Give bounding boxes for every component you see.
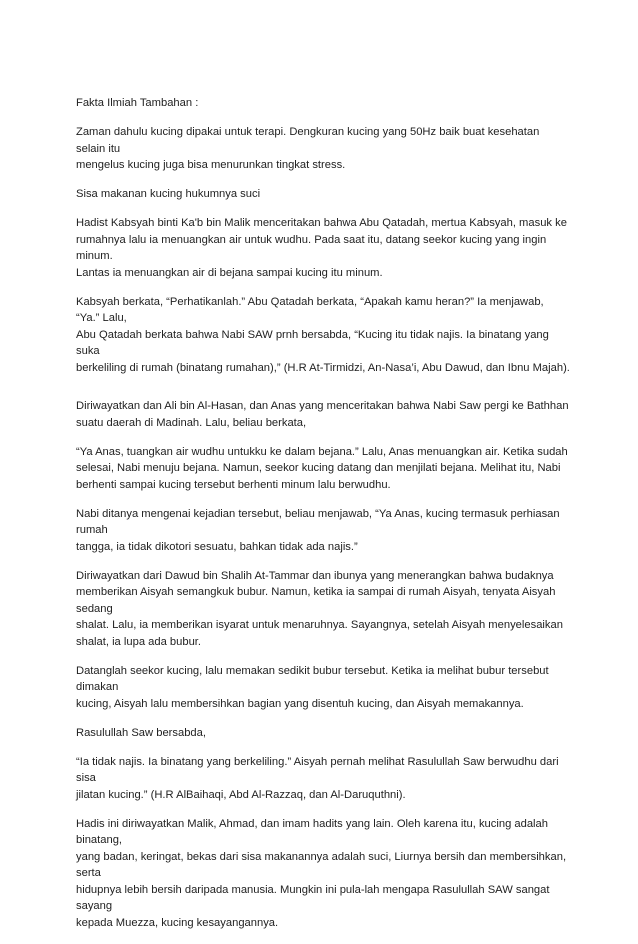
paragraph-tidak-najis: “Ia tidak najis. Ia binatang yang berkeliling.” Aisyah pernah melihat Rasulullah Saw berwudhu dari sisa jilatan kucing.” (H.R AlBaihaqi, Abd Al-Razzaq, dan Al-Daruquthni). [76,755,559,801]
paragraph-seekor-kucing-bubur: Datanglah seekor kucing, lalu memakan sedikit bubur tersebut. Ketika ia melihat bubur tersebut dimakan kucing, Aisyah lalu membersihkan bagian yang disentuh kucing, dan Aisyah memakannya. [76,664,549,710]
document-body [76,95,570,944]
section-heading-sisa-makanan: Sisa makanan kucing hukumnya suci [76,188,261,200]
paragraph-nabi-ditanya: Nabi ditanya mengenai kejadian tersebut, beliau menjawab, “Ya Anas, kucing termasuk perhiasan rumah tangga, ia tidak dikotori sesuatu, bahkan tidak ada najis.” [76,507,560,553]
paragraph-kesimpulan-hadis: Hadis ini diriwayatkan Malik, Ahmad, dan imam hadits yang lain. Oleh karena itu, kucing adalah binatang, yang badan, keringat, bekas dari sisa makanannya adalah suci, Liurnya bersih dan membersihkan, serta hidupnya lebih bersih daripada manusia. Mungkin ini pula-lah mengapa Rasulullah SAW sangat sayang kepada Muezza, kucing kesayangannya. [76,817,567,929]
paragraph-kabsyah-berkata: Kabsyah berkata, “Perhatikanlah.” Abu Qatadah berkata, “Apakah kamu heran?” Ia menjawab, “Ya.” Lalu, Abu Qatadah berkata bahwa Nabi SAW prnh bersabda, “Kucing itu tidak najis. Ia binatang yang suka berkeliling di rumah (binatang rumahan),” (H.R At-Tirmidzi, An-Nasa’i, Abu Dawud, dan Ibnu Majah). [76,295,570,374]
paragraph-rasulullah-bersabda: Rasulullah Saw bersabda, [76,726,206,739]
paragraph-terapi-kucing: Zaman dahulu kucing dipakai untuk terapi. Dengkuran kucing yang 50Hz baik buat kesehatan selain itu mengelus kucing juga bisa menurunkan tingkat stress. [76,126,540,171]
paragraph-hadist-kabsyah: Hadist Kabsyah binti Ka'b bin Malik menceritakan bahwa Abu Qatadah, mertua Kabsyah, masuk ke rumahnya lalu ia menuangkan air untuk wudhu. Pada saat itu, datang seekor kucing yang ingin minum. Lantas ia menuangkan air di bejana sampai kucing itu minum. [76,217,567,279]
paragraph-dawud-bin-shalih: Diriwayatkan dari Dawud bin Shalih At-Tammar dan ibunya yang menerangkan bahwa budaknya memberikan Aisyah semangkuk bubur. Namun, ketika ia sampai di rumah Aisyah, tenyata Aisyah sedang shalat. Lalu, ia memberikan isyarat untuk menaruhnya. Sayangnya, setelah Aisyah menyelesaikan shalat, ia lupa ada bubur. [76,569,563,648]
paragraph-ali-bin-al-hasan: Diriwayatkan dan Ali bin Al-Hasan, dan Anas yang menceritakan bahwa Nabi Saw pergi ke Bathhan suatu daerah di Madinah. Lalu, beliau berkata, [76,400,569,429]
section-heading-fakta-ilmiah: Fakta Ilmiah Tambahan : [76,97,199,109]
paragraph-ya-anas-wudhu: “Ya Anas, tuangkan air wudhu untukku ke dalam bejana.” Lalu, Anas menuangkan air. Ketika sudah selesai, Nabi menuju bejana. Namun, seekor kucing datang dan menjilati bejana. Melihat itu, Nabi berhenti sampai kucing tersebut berhenti minum lalu berwudhu. [76,445,568,491]
